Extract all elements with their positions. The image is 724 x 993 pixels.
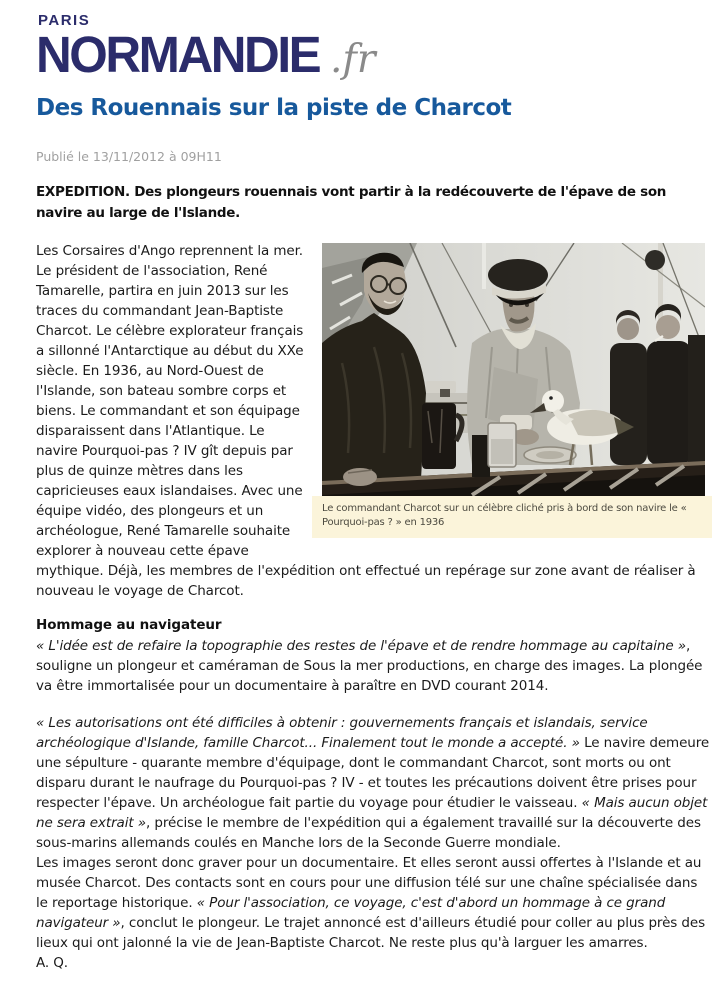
quote-aucun-objet: « Mais aucun objet ne sera extrait »: [36, 795, 708, 831]
paragraph-3-mid: Le navire demeure une sépulture - quarante membre d'équipage, dont le commandant Charcot, sont morts ou ont disparu durant le naufrage du Pourquoi-pas ? IV - et toutes les précautions doivent être prises pour respecter l'épave. Un archéologue fait partie du voyage pour étudier le vaisseau.: [36, 735, 710, 811]
masthead-paris-label: PARIS: [38, 12, 91, 29]
paragraph-2-rest: , souligne un plongeur et caméraman de Sous la mer productions, en charge des images. La plongée va être immortalisée pour un documentaire à paraître en DVD courant 2014.: [36, 638, 703, 694]
quote-autorisations: « Les autorisations ont été difficiles à obtenir : gouvernements français et islandais, service archéologique d'Islande, famille Charcot... Finalement tout le monde a accepté. »: [36, 715, 648, 751]
article-lead: EXPEDITION. Des plongeurs rouennais vont partir à la redécouverte de l'épave de son navire au large de l'Islande.: [36, 184, 667, 221]
subhead-hommage: Hommage au navigateur: [36, 617, 222, 633]
quote-grand-navigateur: « Pour l'association, ce voyage, c'est d'abord un hommage à ce grand navigateur »: [36, 895, 666, 931]
article-body: [36, 241, 712, 973]
masthead-fr-suffix: .fr: [330, 37, 376, 82]
paragraph-2: [36, 636, 712, 696]
paragraph-4-start: Les images seront donc graver pour un documentaire. Et elles seront aussi offertes à l'Islande et au musée Charcot. Des contacts sont en cours pour une diffusion télé sur une chaîne spécialisée dans le reportage historique.: [36, 855, 702, 911]
paragraph-3-end: , précise le membre de l'expédition qui a également travaillé sur la découverte des sous-marins allemands coulés en Manche lors de la Seconde Guerre mondiale.: [36, 815, 701, 851]
site-masthead[interactable]: [36, 12, 712, 83]
paragraph-4-end: , conclut le plongeur. Le trajet annoncé est d'ailleurs étudié pour coller au plus près des lieux qui ont jalonné la vie de Jean-Baptiste Charcot. Ne reste plus qu'à larguer les amarres.: [36, 915, 706, 951]
publish-date: Publié le 13/11/2012 à 09H11: [36, 149, 222, 164]
paragraph-3: [36, 713, 712, 853]
charcot-photo: [322, 243, 705, 496]
quote-topographie: « L'idée est de refaire la topographie des restes de l'épave et de rendre hommage au capitaine »: [36, 638, 686, 654]
article-photo-figure: [312, 243, 712, 538]
paragraph-4: [36, 853, 712, 953]
masthead-normandie-logo[interactable]: NORMANDIE: [36, 26, 320, 83]
author-signature: A. Q.: [36, 955, 68, 971]
paragraph-1: Les Corsaires d'Ango reprennent la mer. Le président de l'association, René Tamarelle, partira en juin 2013 sur les traces du commandant Jean-Baptiste Charcot. Le célèbre explorateur français a sillonné l'Antarctique au début du XXe siècle. En 1936, au Nord-Ouest de l'Islande, son bateau sombre corps et biens. Le commandant et son équipage disparaissent dans l'Atlantique. Le navire Pourquoi-pas ? IV gît depuis par plus de quinze mètres dans les capricieuses eaux islandaises. Avec une équipe vidéo, des plongeurs et un archéologue, René Tamarelle souhaite explorer à nouveau cette épave mythique. Déjà, les membres de l'expédition ont effectué un repérage sur zone avant de réaliser à nouveau le voyage de Charcot.: [36, 243, 696, 599]
photo-caption: Le commandant Charcot sur un célèbre cliché pris à bord de son navire le « Pourquoi-pas ? » en 1936: [312, 496, 712, 538]
article-title: Des Rouennais sur la piste de Charcot: [36, 95, 512, 121]
charcot-photo-illustration: [322, 243, 705, 496]
